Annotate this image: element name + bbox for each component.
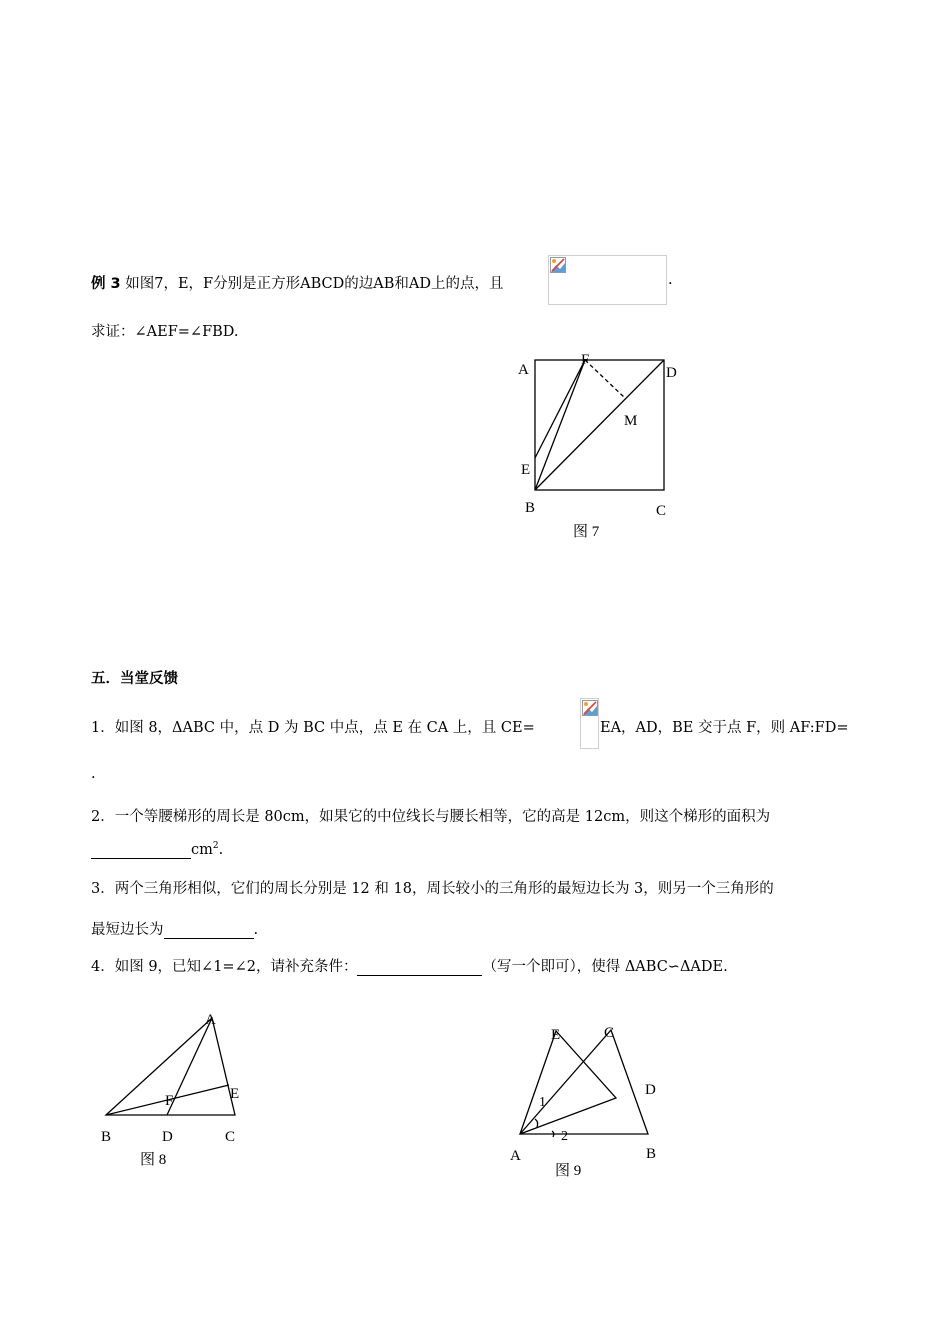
fig9-label-e: E <box>551 1027 561 1043</box>
fig8-label-b: B <box>101 1129 112 1145</box>
q3-blank[interactable] <box>164 922 254 939</box>
fig9-label-d: D <box>645 1082 656 1098</box>
example3-line <box>91 272 503 293</box>
segment-ef <box>535 360 585 458</box>
broken-image-placeholder <box>548 255 667 305</box>
example3-label: 例 3 <box>91 276 121 292</box>
triangle-abc <box>520 1030 648 1134</box>
fig7-label-m: M <box>624 413 638 429</box>
example3-tail: . <box>668 272 673 288</box>
q2-text: 2．一个等腰梯形的周长是 80cm，如果它的中位线长与腰长相等，它的高是 12cm，则这个梯形的面积为 <box>91 809 771 825</box>
q4-text2: （写一个即可），使得 ΔABC∽ΔADE. <box>482 959 728 975</box>
segment-ad <box>167 1018 212 1115</box>
fig8-label-c: C <box>225 1129 236 1145</box>
broken-image-icon <box>550 257 566 273</box>
q2-tail: . <box>218 841 224 858</box>
q1-tail: . <box>91 766 96 782</box>
angle-1-arc <box>535 1119 538 1127</box>
fig7-label-e: E <box>521 462 531 478</box>
q3-tail: . <box>253 922 259 938</box>
fig8-caption: 图 8 <box>140 1152 167 1168</box>
section5-title: 五．当堂反馈 <box>91 671 178 687</box>
fig8-label-a: A <box>205 1012 216 1028</box>
fig7-label-b: B <box>525 500 536 516</box>
broken-image-icon <box>582 700 598 716</box>
fig8-label-d: D <box>162 1129 173 1145</box>
fig7-label-f: F <box>581 352 590 368</box>
fig7-label-c: C <box>656 503 667 519</box>
figure-7 <box>510 345 700 545</box>
fig9-caption: 图 9 <box>555 1163 582 1179</box>
q1-text: 1．如图 8，ΔABC 中，点 D 为 BC 中点，点 E 在 CA 上，且 CE= <box>91 720 535 736</box>
fig9-label-c: C <box>604 1025 615 1041</box>
fig8-label-e: E <box>230 1086 240 1102</box>
q4-line <box>91 955 728 976</box>
q2-unit: cm <box>191 841 213 858</box>
fig7-label-a: A <box>518 362 529 378</box>
q3-answer-line <box>91 918 258 939</box>
fig7-caption: 图 7 <box>573 524 600 540</box>
q3-text: 3．两个三角形相似，它们的周长分别是 12 和 18，周长较小的三角形的最短边长为 3，则另一个三角形的 <box>91 881 774 897</box>
q2-sup: 2 <box>212 841 219 851</box>
fig9-label-b: B <box>646 1146 657 1162</box>
figure-8 <box>95 1005 265 1175</box>
q1-text2: EA，AD，BE 交于点 F，则 AF:FD= <box>600 720 849 736</box>
triangle-ade <box>520 1031 616 1134</box>
fig9-label-a: A <box>510 1148 521 1164</box>
example3-prove: 求证：∠AEF=∠FBD. <box>91 324 239 340</box>
q2-blank[interactable] <box>91 842 191 859</box>
figure-9 <box>500 1015 680 1185</box>
diagonal-bd <box>535 360 664 490</box>
fig9-angle-2: 2 <box>561 1129 568 1144</box>
broken-image-placeholder-small <box>580 698 599 749</box>
fig9-angle-1: 1 <box>539 1095 546 1110</box>
q4-blank[interactable] <box>357 959 482 976</box>
example3-text: 如图7，E，F分别是正方形ABCD的边AB和AD上的点，且 <box>125 276 504 292</box>
fig7-label-d: D <box>666 365 677 381</box>
q2-answer-line <box>91 841 223 859</box>
segment-bf <box>535 360 585 490</box>
q3-text2: 最短边长为 <box>91 922 164 938</box>
fig8-label-f: F <box>165 1093 174 1109</box>
q4-text: 4．如图 9，已知∠1=∠2，请补充条件： <box>91 959 358 975</box>
segment-fm-dashed <box>585 360 626 399</box>
